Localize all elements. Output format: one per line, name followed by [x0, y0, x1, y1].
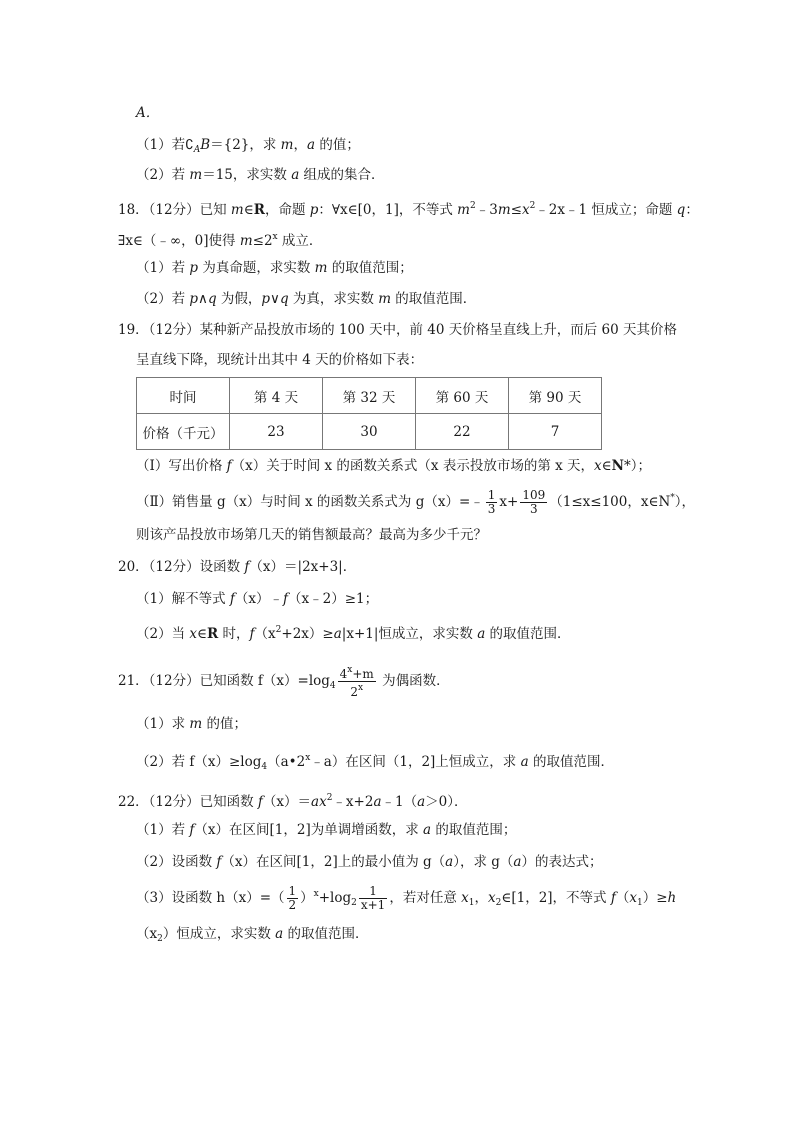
q19-stem-line1: 19．（12分）某种新产品投放市场的 100 天中，前 40 天价格呈直线上升，而后 60 天其价格: [118, 322, 677, 338]
table-cell: 第 60 天: [416, 378, 509, 414]
q18-stem-line1: 18．（12分）已知 m∈R，命题 p：∀x∈[0，1]，不等式 $m^2﹣3m\le x^2﹣2x﹣1$ 恒成立；命题 q：: [118, 201, 699, 218]
q21-part2: （2）若 $f(x)\ge\log_4(a•2^x﹣a)$在区间（1，2]上恒成立，求 a 的取值范围．: [136, 753, 614, 772]
table-cell: 第 4 天: [230, 378, 323, 414]
q22-part3: （3）设函数 h（x）=（ $\frac{1}{2}$ ）$^x+\log_2$ $\frac{1}{x+1}$ ，若对任意 $x_1$，$x_2\in[1$，2]，不等式 $f(x_1)\ge h$: [136, 884, 677, 912]
q21-stem: 21．（12分）已知函数 $f(x)=\log_4$ $\frac{4^x+m}{2^x}$ 为偶函数．: [118, 665, 450, 699]
fraction: $\frac{109}{3}$: [522, 488, 546, 516]
q18-part2: （2）若 p∧q 为假，p∨q 为真，求实数 m 的取值范围．: [136, 291, 477, 307]
q22-part1: （1）若 f（x）在区间[1，2]为单调增函数，求 a 的取值范围；: [136, 822, 517, 838]
q18-part1: （1）若 p 为真命题，求实数 m 的取值范围；: [136, 260, 413, 276]
q19-part2: （Ⅱ）销售量 g（x）与时间 x 的函数关系式为 g（x）=﹣ $\frac{1}{3}$ x+ $\frac{109}{3}$ （1≤x≤100，x∈N*），: [136, 488, 696, 516]
prev-question-tail: A．: [136, 105, 160, 121]
q22-stem: 22．（12分）已知函数 $f(x)=ax^2﹣x+2a﹣1(a>0)$．: [118, 793, 468, 810]
fraction: $\frac{1}{2}$: [288, 884, 297, 912]
fraction: $\frac{4^x+m}{2^x}$: [339, 665, 374, 699]
q19-part2-line2: 则该产品投放市场第几天的销售额最高？最高为多少千元？: [136, 527, 487, 543]
table-row: [137, 414, 602, 450]
table-cell: 22: [416, 414, 509, 450]
table-cell: 价格（千元）: [137, 414, 230, 450]
table-header-row: [137, 378, 602, 414]
table-cell: 第 32 天: [323, 378, 416, 414]
q22-part3-line2: $(x_2)$恒成立，求实数 a 的取值范围．: [136, 926, 369, 944]
q19-stem-line2: 呈直线下降，现统计出其中 4 天的价格如下表：: [136, 352, 424, 368]
fraction: $\frac{1}{x+1}$: [360, 884, 386, 912]
table-cell: 时间: [137, 378, 230, 414]
table-cell: 30: [323, 414, 416, 450]
q17-part1: （1）若$∁_AB=\{2\}$，求 m，a 的值；: [136, 137, 360, 155]
price-table: [136, 377, 602, 450]
q17-part2: （2）若 m＝15，求实数 a 组成的集合．: [136, 167, 385, 183]
fraction: $\frac{1}{3}$: [487, 488, 496, 516]
q21-part1: （1）求 m 的值；: [136, 716, 247, 732]
q18-stem-line2: ∃x∈（﹣∞，0]使得 $m\le 2^x$ 成立．: [118, 232, 323, 249]
table-cell: 23: [230, 414, 323, 450]
table-cell: 第 90 天: [509, 378, 602, 414]
table-cell: 7: [509, 414, 602, 450]
q20-part2: （2）当 x∈R 时，$f(x^2+2x)\ge a|x+1|$恒成立，求实数 a 的取值范围．: [136, 625, 571, 642]
q22-part2: （2）设函数 f（x）在区间[1，2]上的最小值为 g（a），求 g（a）的表达式；: [136, 854, 603, 870]
q20-stem: 20．（12分）设函数 f（x）＝|2x+3|．: [118, 559, 357, 575]
q19-part1: （Ⅰ）写出价格 f（x）关于时间 x 的函数关系式（x 表示投放市场的第 x 天，x∈N*）；: [136, 458, 652, 474]
q20-part1: （1）解不等式 f（x）﹣f（x﹣2）≥1；: [136, 591, 379, 607]
